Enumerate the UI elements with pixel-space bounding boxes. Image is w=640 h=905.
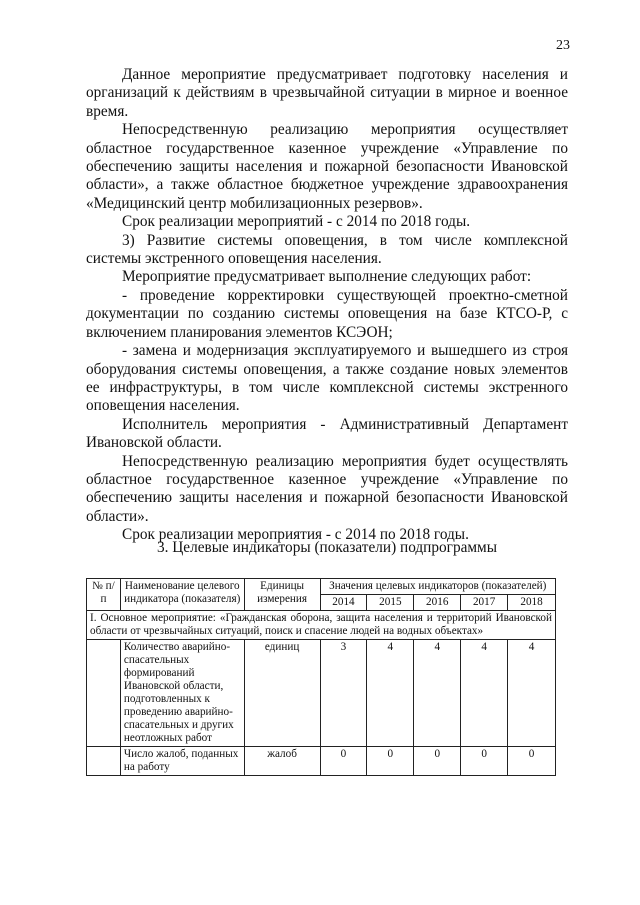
paragraph: - проведение корректировки существующей проектно-сметной документации по созданию системы оповещения на базе КТСО-Р, с включением планирования элементов КСЭОН; <box>86 286 568 341</box>
row-num <box>87 640 121 747</box>
header-year: 2015 <box>367 595 414 611</box>
row-name: Количество аварийно-спасательных формирований Ивановской области, подготовленных к проведению аварийно-спасательных и других неотложных работ <box>120 640 244 747</box>
document-body <box>86 66 568 545</box>
row-value: 0 <box>367 747 414 776</box>
paragraph: Срок реализации мероприятия - с 2014 по 2018 годы. <box>122 526 469 544</box>
paragraph: - замена и модернизация эксплуатируемого и вышедшего из строя оборудования системы оповещения, а также создание новых элементов ее инфраструктуры, в том числе комплексной системы экстренного оповещения населения. <box>86 342 568 415</box>
row-value: 0 <box>508 747 556 776</box>
paragraph: Исполнитель мероприятия - Административный Департамент Ивановской области. <box>86 415 568 452</box>
main-event-cell: I. Основное мероприятие: «Гражданская оборона, защита населения и территорий Ивановской области от чрезвычайных ситуаций, поиск и спасение людей на водных объектах» <box>87 611 556 640</box>
section-title: 3. Целевые индикаторы (показатели) подпрограммы <box>156 539 498 556</box>
header-year: 2017 <box>461 595 508 611</box>
indicators-table <box>86 578 556 776</box>
paragraph: Срок реализации мероприятий - с 2014 по 2018 годы. <box>122 213 471 231</box>
header-year: 2014 <box>320 595 367 611</box>
paragraph: Непосредственную реализацию мероприятия осуществляет областное государственное казенное учреждение «Управление по обеспечению защиты населения и пожарной безопасности Ивановской области», а также областное бюджетное учреждение здравоохранения «Медицинский центр мобилизационных резервов». <box>86 121 568 212</box>
row-unit: жалоб <box>244 747 320 776</box>
header-values-group: Значения целевых индикаторов (показателей) <box>320 579 555 595</box>
page-number: 23 <box>556 38 570 53</box>
table-row <box>87 747 556 776</box>
row-name: Число жалоб, поданных на работу <box>120 747 244 776</box>
header-num: № п/п <box>87 579 121 611</box>
table-header-row <box>87 579 556 595</box>
header-name: Наименование целевого индикатора (показателя) <box>120 579 244 611</box>
row-value: 3 <box>320 640 367 747</box>
row-value: 4 <box>414 640 461 747</box>
header-unit: Единицы измерения <box>244 579 320 611</box>
header-year: 2018 <box>508 595 556 611</box>
paragraph: Данное мероприятие предусматривает подготовку населения и организаций к действиям в чрезвычайной ситуации в мирное и военное время. <box>86 66 568 120</box>
row-value: 0 <box>320 747 367 776</box>
paragraph: 3) Развитие системы оповещения, в том числе комплексной системы экстренного оповещения населения. <box>86 231 568 268</box>
paragraph: Мероприятие предусматривает выполнение следующих работ: <box>122 268 532 286</box>
row-value: 4 <box>461 640 508 747</box>
header-year: 2016 <box>414 595 461 611</box>
row-value: 4 <box>508 640 556 747</box>
row-unit: единиц <box>244 640 320 747</box>
row-value: 4 <box>367 640 414 747</box>
main-event-row <box>87 611 556 640</box>
row-num <box>87 747 121 776</box>
row-value: 0 <box>414 747 461 776</box>
row-value: 0 <box>461 747 508 776</box>
table-row <box>87 640 556 747</box>
paragraph: Непосредственную реализацию мероприятия будет осуществлять областное государственное казенное учреждение «Управление по обеспечению защиты населения и пожарной безопасности Ивановской области». <box>86 452 568 525</box>
